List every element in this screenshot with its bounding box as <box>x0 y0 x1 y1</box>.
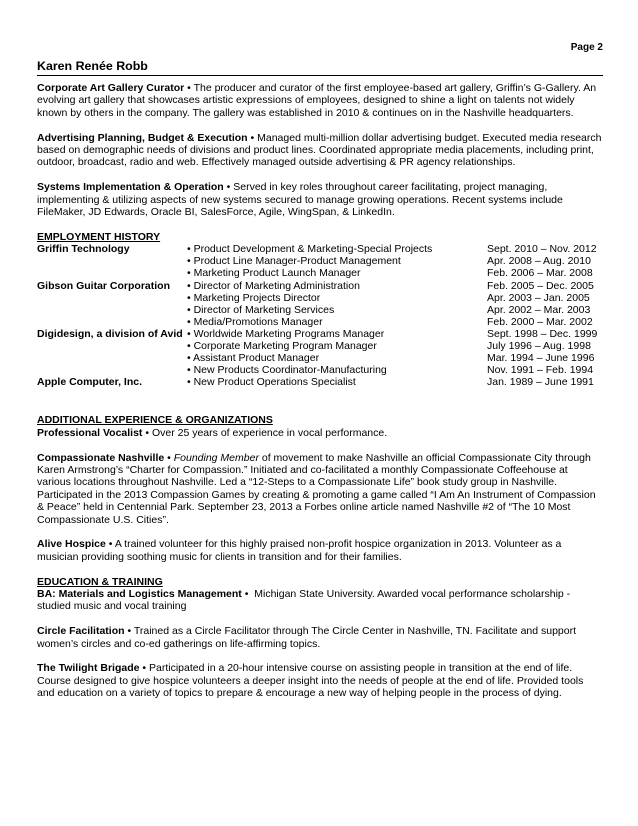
employment-company <box>37 364 187 376</box>
employment-company <box>37 255 187 267</box>
employment-dates: Sept. 1998 – Dec. 1999 <box>487 327 598 340</box>
employment-table <box>37 243 603 388</box>
employment-dates: July 1996 – Aug. 1998 <box>487 339 591 352</box>
employment-row <box>37 267 603 279</box>
page-number: Page 2 <box>570 42 603 53</box>
summary-gallery-title: Corporate Art Gallery Curator <box>37 82 185 94</box>
employment-dates: Feb. 2000 – Mar. 2002 <box>487 315 593 328</box>
education-ba: BA: Materials and Logistics Management • Michigan State University. Awarded vocal performance scholarship - studied music and vocal training <box>37 588 571 613</box>
employment-row <box>37 352 603 364</box>
circle-title: Circle Facilitation <box>37 625 125 638</box>
employment-row <box>37 280 603 292</box>
vocalist-title: Professional Vocalist <box>37 426 143 439</box>
summary-gallery: Corporate Art Gallery Curator • The producer and curator of the first employee-based art gallery, Griffin’s G-Gallery. An evolving art gallery that showcases artistic expressions of employees, designed to shine a light on talents not widely known by others in the company. The gallery was established in 2010 & continues on in the Nashville headquarters. <box>37 82 597 119</box>
additional-heading: ADDITIONAL EXPERIENCE & ORGANIZATIONS <box>37 414 273 427</box>
hospice-text: A trained volunteer for this highly praised non-profit hospice organization in 2013. Volunteer as a musician providing soothing music for clients in transition and for their families. <box>37 538 562 563</box>
twilight-title: The Twilight Brigade <box>37 662 140 675</box>
employment-dates: Apr. 2003 – Jan. 2005 <box>487 291 590 304</box>
employment-role: • New Product Operations Specialist <box>187 376 356 389</box>
education-heading: EDUCATION & TRAINING <box>37 575 163 588</box>
employment-company <box>37 340 187 352</box>
employment-company <box>37 267 187 279</box>
employment-dates: Apr. 2008 – Aug. 2010 <box>487 255 591 268</box>
employment-company <box>37 316 187 328</box>
employment-row <box>37 364 603 376</box>
employment-role: • Corporate Marketing Program Manager <box>187 339 377 352</box>
employment-row <box>37 255 603 267</box>
employment-role: • Product Development & Marketing-Special Projects <box>187 243 433 256</box>
employment-role: • Worldwide Marketing Programs Manager <box>187 327 385 340</box>
employment-company <box>37 292 187 304</box>
employment-dates: Feb. 2005 – Dec. 2005 <box>487 279 594 292</box>
additional-hospice: Alive Hospice • A trained volunteer for this highly praised non-profit hospice organization in 2013. Volunteer as a musician providing soothing music for clients in transition and for their families. <box>37 538 562 563</box>
twilight-text: Participated in a 20-hour intensive course on assisting people in transition at the end of life. Course designed to give hospice volunteers a deeper insight into the needs of people at the end of life. Provided tools and education on a variety of topics to prepare & encourage a new way of helping people in the process of dying. <box>37 662 584 700</box>
employment-dates: Nov. 1991 – Feb. 1994 <box>487 364 594 377</box>
vocalist-text: Over 25 years of experience in vocal performance. <box>151 426 388 439</box>
employment-dates: Feb. 2006 – Mar. 2008 <box>487 267 593 280</box>
education-circle: Circle Facilitation • Trained as a Circle Facilitator through The Circle Center in Nashville, TN. Facilitate and support women’s circles and co-ed gatherings on life-affirming topics. <box>37 625 577 650</box>
employment-role: • Media/Promotions Manager <box>187 315 323 328</box>
employment-dates: Apr. 2002 – Mar. 2003 <box>487 303 591 316</box>
resume-name: Karen Renée Robb <box>37 59 148 73</box>
employment-company <box>37 304 187 316</box>
summary-systems-title: Systems Implementation & Operation <box>37 181 224 194</box>
employment-row <box>37 376 603 388</box>
summary-systems-text: Served in key roles throughout career facilitating, project managing, implementing & utilizing aspects of new systems secured to manage growing operations. Recent systems include FileMaker, JD Edwards, Oracle BI, SalesForce, Agile, WingSpan, & LinkedIn. <box>37 181 563 219</box>
employment-company <box>37 352 187 364</box>
employment-row <box>37 304 603 316</box>
summary-advertising: Advertising Planning, Budget & Execution • Managed multi-million dollar advertising budget. Executed media research based on demographic needs of divisions and product lines. Coordinated appropriate media placements, including print, outdoor, broadcast, radio and web. Effectively managed outside advertising & PR agency relationships. <box>37 131 602 169</box>
employment-role: • Director of Marketing Administration <box>187 279 360 292</box>
summary-systems: Systems Implementation & Operation • Served in key roles throughout career facilitating, project managing, implementing & utilizing aspects of new systems secured to manage growing operations. Recent systems include FileMaker, JD Edwards, Oracle BI, SalesForce, Agile, WingSpan, & LinkedIn. <box>37 181 563 219</box>
employment-heading: EMPLOYMENT HISTORY <box>37 230 161 243</box>
employment-row <box>37 292 603 304</box>
employment-row <box>37 243 603 255</box>
header-divider <box>37 75 603 76</box>
nashville-text: of movement to make Nashville an official Compassionate City through Karen Armstrong’s “Charter for Compassion.” Initiated and co-facilitated a monthly Compassionate Coffeehouse at various locations throughout Nashville. Led a “12-Steps to a Compassionate Life” book study group in Nashville. Participated in the 2013 Compassion Games by creating & promoting a game called “I Am An Instrument of Compassion & Peace” held in Centennial Park. September 23, 2013 a Forbes online article named Nashville #2 of “The 10 Most Compassionate U.S. Cities”. <box>37 451 596 526</box>
ba-title: BA: Materials and Logistics Management <box>37 588 242 600</box>
resume-content <box>37 82 603 712</box>
employment-role: • Marketing Projects Director <box>187 291 321 304</box>
employment-dates: Mar. 1994 – June 1996 <box>487 352 595 365</box>
summary-gallery-text: The producer and curator of the first employee-based art gallery, Griffin’s G-Gallery. An evolving art gallery that showcases artistic expressions of employees, designed to shine a light on talents not widely known by others in the company. The gallery was established in 2010 & continues on in the Nashville headquarters. <box>37 82 597 119</box>
employment-role: • Assistant Product Manager <box>187 352 320 365</box>
summary-advertising-text: Managed multi-million dollar advertising budget. Executed media research based on demographic needs of divisions and product lines. Coordinated appropriate media placements, including print, outdoor, broadcast, radio and web. Effectively managed outside advertising & PR agency relationships. <box>37 131 602 169</box>
employment-role: • New Products Coordinator-Manufacturing <box>187 364 387 377</box>
summary-advertising-title: Advertising Planning, Budget & Execution <box>37 131 248 144</box>
employment-row <box>37 316 603 328</box>
employment-role: • Director of Marketing Services <box>187 303 335 316</box>
employment-dates: Sept. 2010 – Nov. 2012 <box>487 243 597 256</box>
employment-dates: Jan. 1989 – June 1991 <box>487 376 594 389</box>
employment-row <box>37 340 603 352</box>
employment-company: Apple Computer, Inc. <box>37 376 143 389</box>
employment-role: • Marketing Product Launch Manager <box>187 267 361 280</box>
additional-vocalist: Professional Vocalist • Over 25 years of experience in vocal performance. <box>37 426 388 439</box>
employment-company: Griffin Technology <box>37 243 130 256</box>
employment-company: Gibson Guitar Corporation <box>37 279 170 292</box>
employment-row <box>37 328 603 340</box>
education-twilight: The Twilight Brigade • Participated in a 20-hour intensive course on assisting people in transition at the end of life. Course designed to give hospice volunteers a deeper insight into the needs of people at the end of life. Provided tools and education on a variety of topics to prepare & encourage a new way of helping people in the process of dying. <box>37 662 584 700</box>
employment-company: Digidesign, a division of Avid <box>37 327 183 340</box>
employment-role: • Product Line Manager-Product Management <box>187 255 401 268</box>
hospice-title: Alive Hospice <box>37 538 106 551</box>
circle-text: Trained as a Circle Facilitator through The Circle Center in Nashville, TN. Facilitate and support women’s circles and co-ed gatherings on life-affirming topics. <box>37 625 577 650</box>
nashville-title: Compassionate Nashville <box>37 451 165 464</box>
nashville-role: Founding Member <box>173 451 259 464</box>
additional-nashville: Compassionate Nashville • Founding Member of movement to make Nashville an official Compassionate City through Karen Armstrong’s “Charter for Compassion.” Initiated and co-facilitated a monthly Compassionate Coffeehouse at various locations throughout Nashville. Led a “12-Steps to a Compassionate Life” book study group in Nashville. Participated in the 2013 Compassion Games by creating & promoting a game called “I Am An Instrument of Compassion & Peace” held in Centennial Park. September 23, 2013 a Forbes online article named Nashville #2 of “The 10 Most Compassionate U.S. Cities”. <box>37 451 596 526</box>
ba-text: Michigan State University. Awarded vocal performance scholarship - studied music and vocal training <box>37 588 571 613</box>
